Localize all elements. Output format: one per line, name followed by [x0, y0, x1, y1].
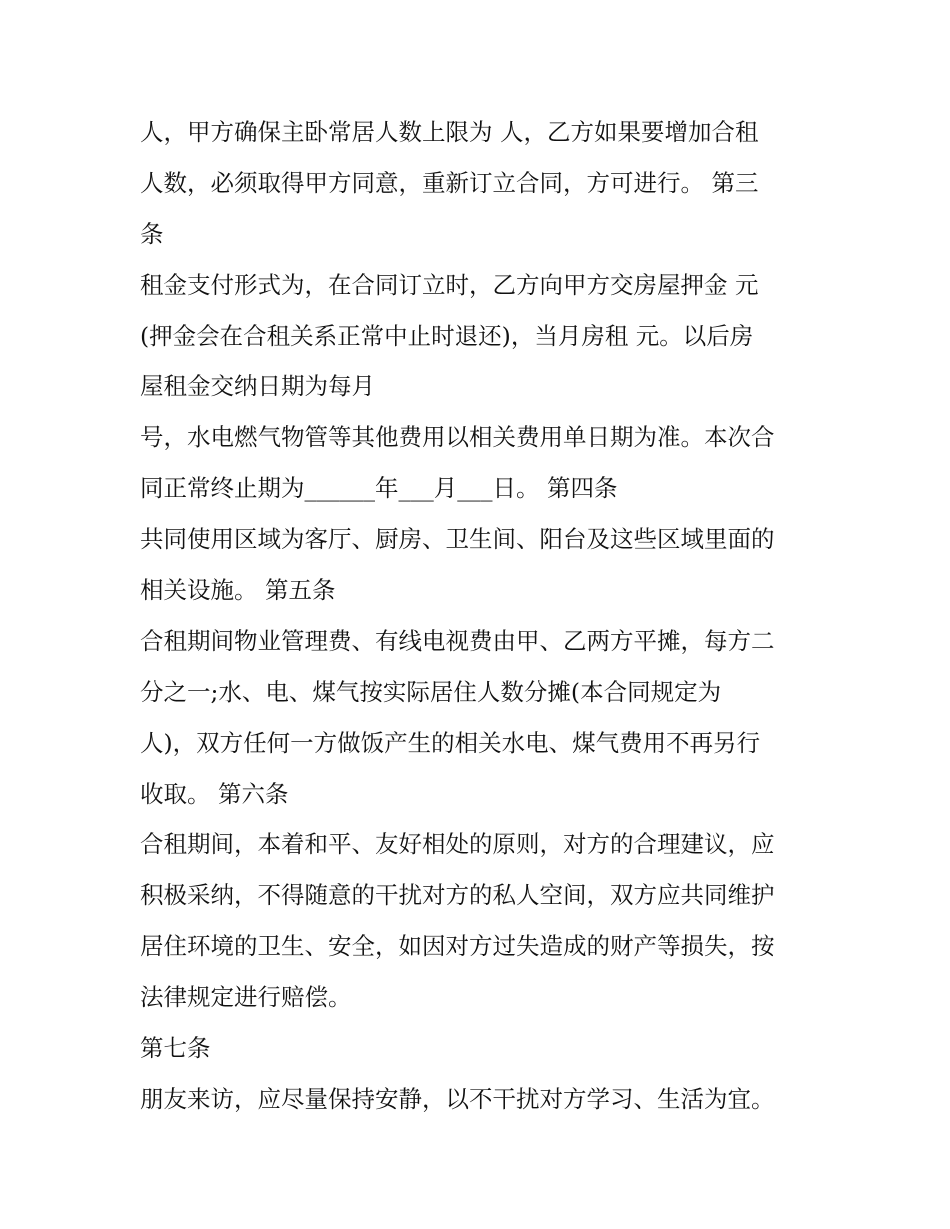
text-line: (押金会在合租关系正常中止时退还)，当月房租 元。以后房 — [140, 321, 754, 350]
text-line: 合租期间物业管理费、有线电视费由甲、乙两方平摊，每方二 — [140, 626, 775, 655]
text-line: 同正常终止期为______年___月___日。 第四条 — [140, 474, 618, 503]
text-line: 法律规定进行赔偿。 — [140, 983, 352, 1012]
text-line: 人)，双方任何一方做饭产生的相关水电、煤气费用不再另行 — [140, 728, 761, 757]
text-line: 收取。 第六条 — [140, 779, 289, 808]
text-line: 共同使用区域为客厅、厨房、卫生间、阳台及这些区域里面的 — [140, 525, 775, 554]
text-line: 合租期间，本着和平、友好相处的原则，对方的合理建议，应 — [140, 830, 775, 859]
text-line: 租金支付形式为，在合同订立时，乙方向甲方交房屋押金 元 — [140, 270, 759, 299]
text-line: 号，水电燃气物管等其他费用以相关费用单日期为准。本次合 — [140, 423, 775, 452]
text-line: 相关设施。 第五条 — [140, 576, 336, 605]
contract-text — [140, 107, 820, 1125]
text-line: 条 — [140, 219, 164, 248]
text-line: 朋友来访，应尽量保持安静，以不干扰对方学习、生活为宜。 — [140, 1084, 775, 1113]
text-line: 居住环境的卫生、安全，如因对方过失造成的财产等损失，按 — [140, 932, 775, 961]
text-line: 第七条 — [140, 1034, 211, 1063]
text-line: 人，甲方确保主卧常居人数上限为 人，乙方如果要增加合租 — [140, 118, 759, 146]
text-line: 分之一;水、电、煤气按实际居住人数分摊(本合同规定为 — [140, 677, 722, 706]
text-line: 屋租金交纳日期为每月 — [140, 372, 375, 401]
text-line: 人数，必须取得甲方同意，重新订立合同，方可进行。 第三 — [140, 168, 759, 197]
text-line: 积极采纳，不得随意的干扰对方的私人空间，双方应共同维护 — [140, 881, 775, 910]
